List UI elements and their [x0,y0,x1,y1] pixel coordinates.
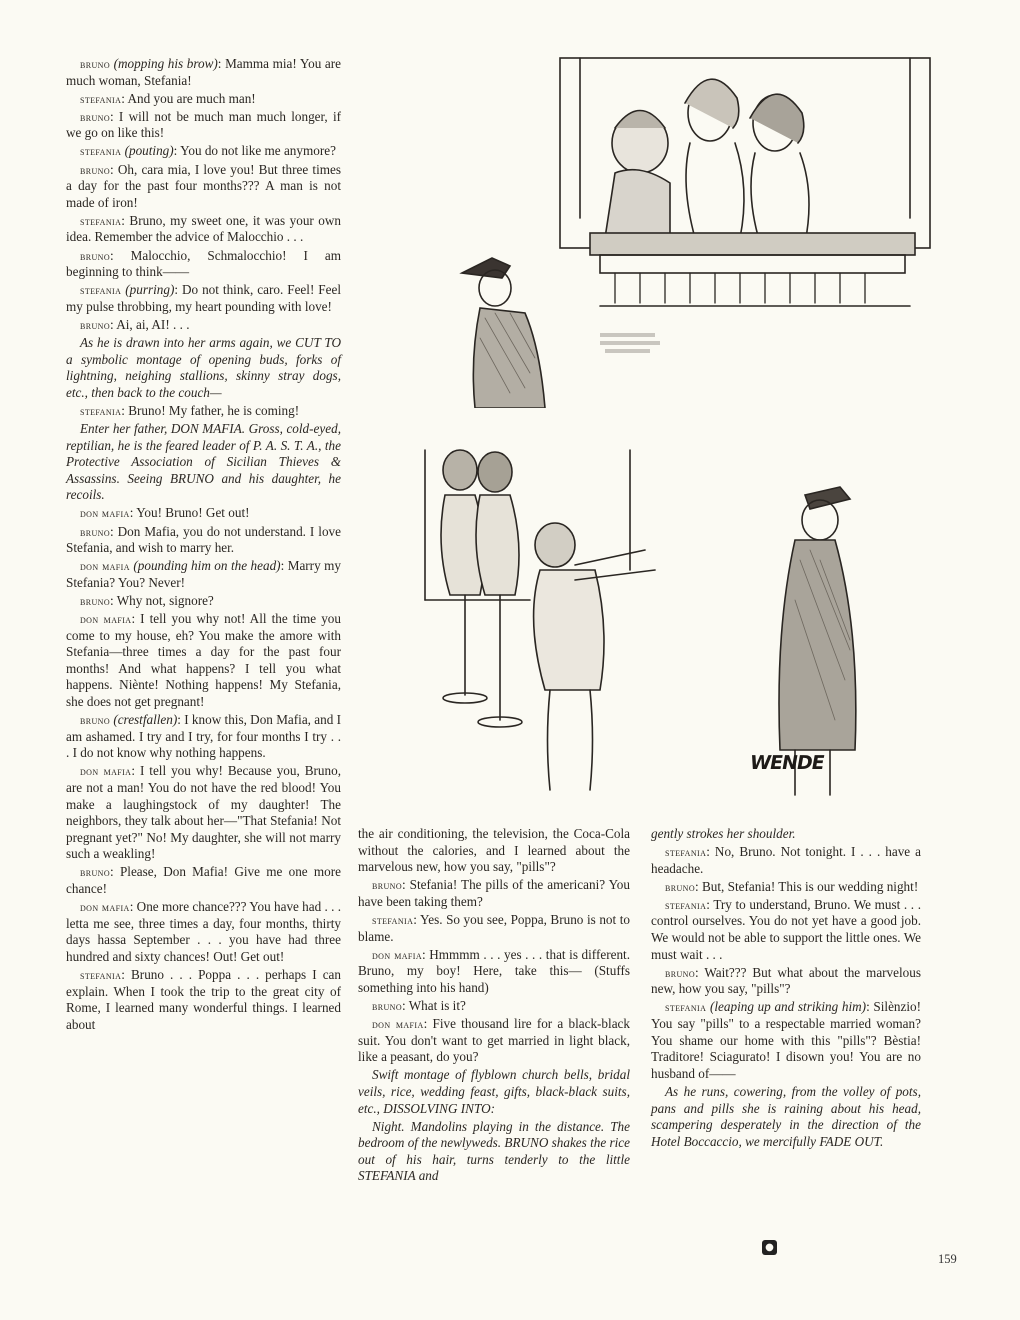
script-paragraph [651,965,921,998]
speaker-name: bruno [80,713,111,728]
dialogue-text: : Malocchio, Schmalocchio! I am beginning to think—— [66,247,341,280]
script-paragraph [66,558,341,591]
speaker-name: stefania [80,967,122,982]
script-paragraph [358,826,630,876]
stage-direction: (mopping his brow) [113,56,218,71]
stage-direction: As he is drawn into her arms again, we CUT TO a symbolic montage of opening buds, forks of lightning, neighing stallions, skinny stray dogs, etc., then back to the couch— [66,335,341,400]
speaker-name: stefania [372,912,414,927]
dialogue-text: : I know this, Don Mafia, and I am ashamed. I try and I try, for four months I try . . . I do not know why nothing happens. [66,712,341,761]
stage-direction: gently strokes her shoulder. [651,826,796,841]
dialogue-text: : I tell you why not! All the time you come to my house, eh? You make the amore with Stefania—three times a day for the past four months! And what happens? I tell you what happens. Niènte! Nothing happens! My Stefania, she does not get pregnant! [66,611,341,709]
script-paragraph [651,826,921,843]
script-paragraph [66,611,341,711]
script-paragraph [66,213,341,246]
speaker-name: bruno [80,865,111,880]
script-paragraph [358,1016,630,1066]
speaker-name: bruno [80,162,111,177]
stage-direction: (pouting) [124,143,174,159]
script-paragraph [358,947,630,997]
stage-direction: (pounding him on the head) [133,558,281,574]
dialogue-text: : Don Mafia, you do not understand. I love Stefania, and wish to marry her. [66,523,341,556]
speaker-name: bruno [665,879,696,894]
speaker-name: bruno [665,965,696,980]
speaker-name: bruno [80,317,111,332]
dialogue-text: : Bruno . . . Poppa . . . perhaps I can explain. When I took the trip to the great city of Rome, I learned many wonderful things. I learned about [66,966,341,1032]
script-paragraph [66,712,341,762]
dialogue-text: : Why not, signore? [110,592,214,608]
speaker-name: don mafia [80,900,130,915]
speaker-name: bruno [80,57,111,71]
stage-direction: (crestfallen) [113,712,178,728]
dialogue-text: : What is it? [402,997,466,1013]
artist-signature: WENDE [748,752,826,774]
script-paragraph [66,248,341,281]
speaker-name: bruno [80,524,111,539]
dialogue-text: : Try to understand, Bruno. We must . . . control ourselves. You do not yet have a good job. We would not be able to support the little ones. We must wait . . . [651,896,921,962]
text-column-2 [358,826,630,1186]
script-paragraph [66,593,341,610]
speaker-name: don mafia [80,506,130,521]
stage-direction: (purring) [125,282,175,298]
dialogue-text: : Stefania! The pills of the americani? You have been taking them? [358,877,630,909]
dialogue-text: : I tell you why! Because you, Bruno, are not a man! You do not have the red blood! You make a laughingstock of my daughter! The neighbors, they talk about her—"That Stefania! Not pregnant yet?" No! My daughter, she will not marry such a weakling! [66,763,341,862]
speaker-name: don mafia [372,947,422,962]
dialogue-text: : Marry my Stefania? You? Never! [66,558,341,590]
speaker-name: stefania [665,845,707,860]
dialogue-text: : Hmmmm . . . yes . . . that is different. Bruno, my boy! Here, take this— (Stuffs something into his hand) [358,946,630,995]
script-paragraph [358,877,630,910]
script-paragraph [66,967,341,1033]
script-paragraph [66,282,341,315]
script-paragraph [66,763,341,863]
dialogue-text: : Ai, ai, AI! . . . [110,316,190,332]
dialogue-text: : Please, Don Mafia! Give me one more chance! [66,864,341,896]
text-column-1 [66,56,341,1035]
stage-direction: Night. Mandolins playing in the distance. The bedroom of the newlyweds. BRUNO shakes the rice out of his hair, turns tenderly to the little STEFANIA and [358,1118,630,1184]
script-paragraph [66,403,341,420]
script-paragraph [651,897,921,963]
dialogue-text: : Do not think, caro. Feel! Feel my pulse throbbing, my heart pounding with love! [66,282,342,314]
speaker-name: don mafia [372,1017,424,1032]
speaker-name: stefania [80,283,122,298]
script-paragraph [358,912,630,945]
speaker-name: bruno [372,998,403,1013]
page-number: 159 [938,1252,957,1266]
dialogue-text: : You do not like me anymore? [173,143,336,159]
script-paragraph [66,421,341,504]
script-paragraph [358,998,630,1015]
stage-direction: As he runs, cowering, from the volley of pots, pans and pills she is raining about his head, scampering desperately in the direction of the Hotel Boccaccio, we mercifully FADE OUT. [651,1083,921,1149]
stage-direction: (leaping up and striking him) [709,999,867,1015]
paragraph-text: the air conditioning, the television, the Coca-Cola without the calories, and I learned about the marvelous new, how you say, "pills"? [358,826,630,875]
dialogue-text: : You! Bruno! Get out! [129,505,250,521]
speaker-name: stefania [665,897,707,912]
script-paragraph [66,56,341,89]
speaker-name: bruno [372,878,403,893]
script-paragraph [66,335,341,401]
speaker-name: don mafia [80,559,130,574]
speaker-name: bruno [80,593,111,608]
script-paragraph [651,1084,921,1150]
speaker-name: stefania [80,144,122,159]
dialogue-text: : Five thousand lire for a black-black suit. You don't want to get married in light black, like a peasant, do you? [358,1016,630,1065]
script-paragraph [66,899,341,965]
rabbit-head-icon: ● [762,1240,777,1255]
dialogue-text: : Wait??? But what about the marvelous new, how you say, "pills"? [651,964,921,997]
cartoon-balcony-illustration [440,48,950,408]
script-paragraph [66,109,341,142]
script-paragraph [66,143,341,160]
script-paragraph [358,1119,630,1185]
script-paragraph [66,505,341,522]
speaker-name: bruno [80,109,111,124]
script-paragraph [651,999,921,1082]
dialogue-text: : And you are much man! [121,90,256,106]
script-paragraph [358,1067,630,1117]
dialogue-text: : But, Stefania! This is our wedding night! [695,878,919,894]
dialogue-text: : Bruno! My father, he is coming! [121,402,300,418]
dialogue-text: : No, Bruno. Not tonight. I . . . have a headache. [651,844,921,876]
script-paragraph [651,844,921,877]
dialogue-text: : Mamma mia! You are much woman, Stefania! [66,56,341,88]
dialogue-text: : Bruno, my sweet one, it was your own idea. Remember the advice of Malocchio . . . [66,212,341,245]
speaker-name: stefania [80,403,122,418]
speaker-name: stefania [80,213,122,228]
speaker-name: bruno [80,248,111,263]
stage-direction: Enter her father, DON MAFIA. Gross, cold-eyed, reptilian, he is the feared leader of P. A. S. T. A., the Protective Association of Sicilian Thieves & Assassins. Seeing BRUNO and his daughter, he recoils. [66,420,341,503]
script-paragraph [66,524,341,557]
speaker-name: don mafia [80,612,132,626]
speaker-name: stefania [80,91,122,106]
script-paragraph [66,317,341,334]
dialogue-text: : One more chance??? You have had . . . letta me see, three times a day, four months, thirty days hassa September . . . you have had three hundred and sixty chances! Out! Get out! [66,899,342,964]
dialogue-text: : Yes. So you see, Poppa, Bruno is not to blame. [358,911,630,944]
dialogue-text: : Silènzio! You say "pills" to a respectable married woman? You shame our home with this "pills"? Bèstia! Traditore! Sciagurato! I disown you! You are no husband of—— [651,999,922,1081]
text-column-3 [651,826,921,1152]
speaker-name: stefania [665,1000,707,1015]
speaker-name: don mafia [80,764,132,779]
script-paragraph [651,879,921,896]
dialogue-text: : I will not be much man much longer, if we go on like this! [66,108,341,141]
script-paragraph [66,864,341,897]
script-paragraph [66,91,341,108]
stage-direction: Swift montage of flyblown church bells, bridal veils, rice, wedding feast, gifts, black-black suits, etc., DISSOLVING INTO: [358,1067,630,1116]
script-paragraph [66,162,341,212]
dialogue-text: : Oh, cara mia, I love you! But three times a day for the past four months??? A man is not made of iron! [66,161,341,210]
